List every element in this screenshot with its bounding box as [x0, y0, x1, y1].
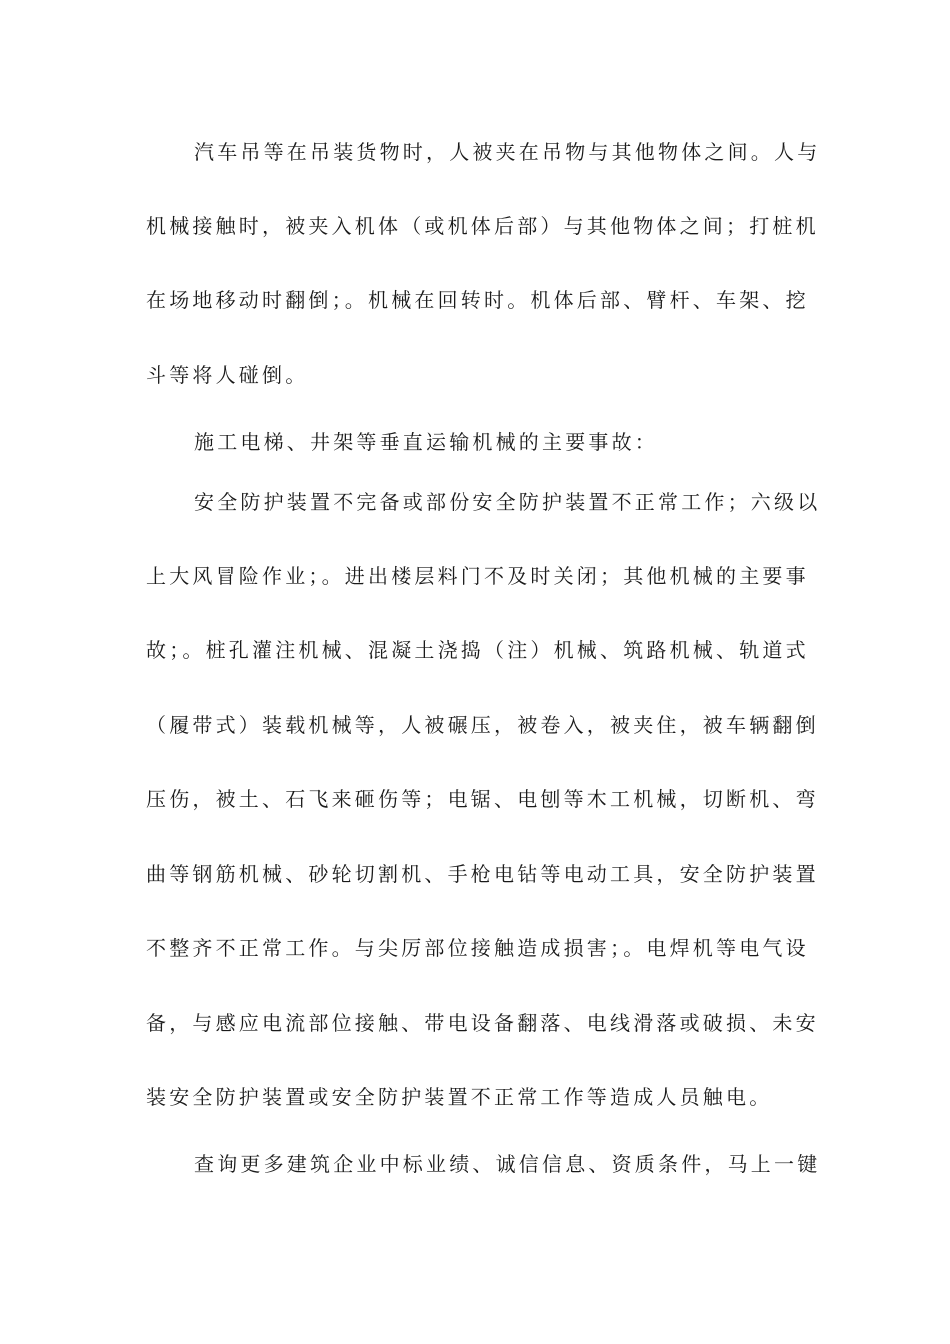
- paragraph-line: 备，与感应电流部位接触、带电设备翻落、电线滑落或破损、未安: [146, 1011, 819, 1035]
- paragraph-line: 曲等钢筋机械、砂轮切割机、手枪电钻等电动工具，安全防护装置: [146, 862, 819, 886]
- paragraph-line: 装安全防护装置或安全防护装置不正常工作等造成人员触电。: [146, 1085, 773, 1109]
- paragraph-line: 查询更多建筑企业中标业绩、诚信信息、资质条件，马上一键: [194, 1152, 821, 1176]
- paragraph-line: 汽车吊等在吊装货物时，人被夹在吊物与其他物体之间。人与: [194, 140, 821, 164]
- paragraph-line: 故；。桩孔灌注机械、混凝土浇捣（注）机械、筑路机械、轨道式: [146, 638, 809, 662]
- paragraph-line: 机械接触时，被夹入机体（或机体后部）与其他物体之间；打桩机: [146, 214, 819, 238]
- paragraph-line: （履带式）装载机械等，人被碾压，被卷入，被夹住，被车辆翻倒: [146, 713, 819, 737]
- paragraph-line: 上大风冒险作业；。进出楼层料门不及时关闭；其他机械的主要事: [146, 564, 809, 588]
- paragraph-line: 压伤，被土、石飞来砸伤等；电锯、电刨等木工机械，切断机、弯: [146, 787, 819, 811]
- paragraph-line: 在场地移动时翻倒；。机械在回转时。机体后部、臂杆、车架、挖: [146, 288, 809, 312]
- paragraph-line: 施工电梯、井架等垂直运输机械的主要事故：: [194, 430, 658, 454]
- paragraph-line: 安全防护装置不完备或部份安全防护装置不正常工作；六级以: [194, 490, 821, 514]
- paragraph-line: 不整齐不正常工作。与尖厉部位接触造成损害；。电焊机等电气设: [146, 936, 809, 960]
- paragraph-line: 斗等将人碰倒。: [146, 363, 309, 387]
